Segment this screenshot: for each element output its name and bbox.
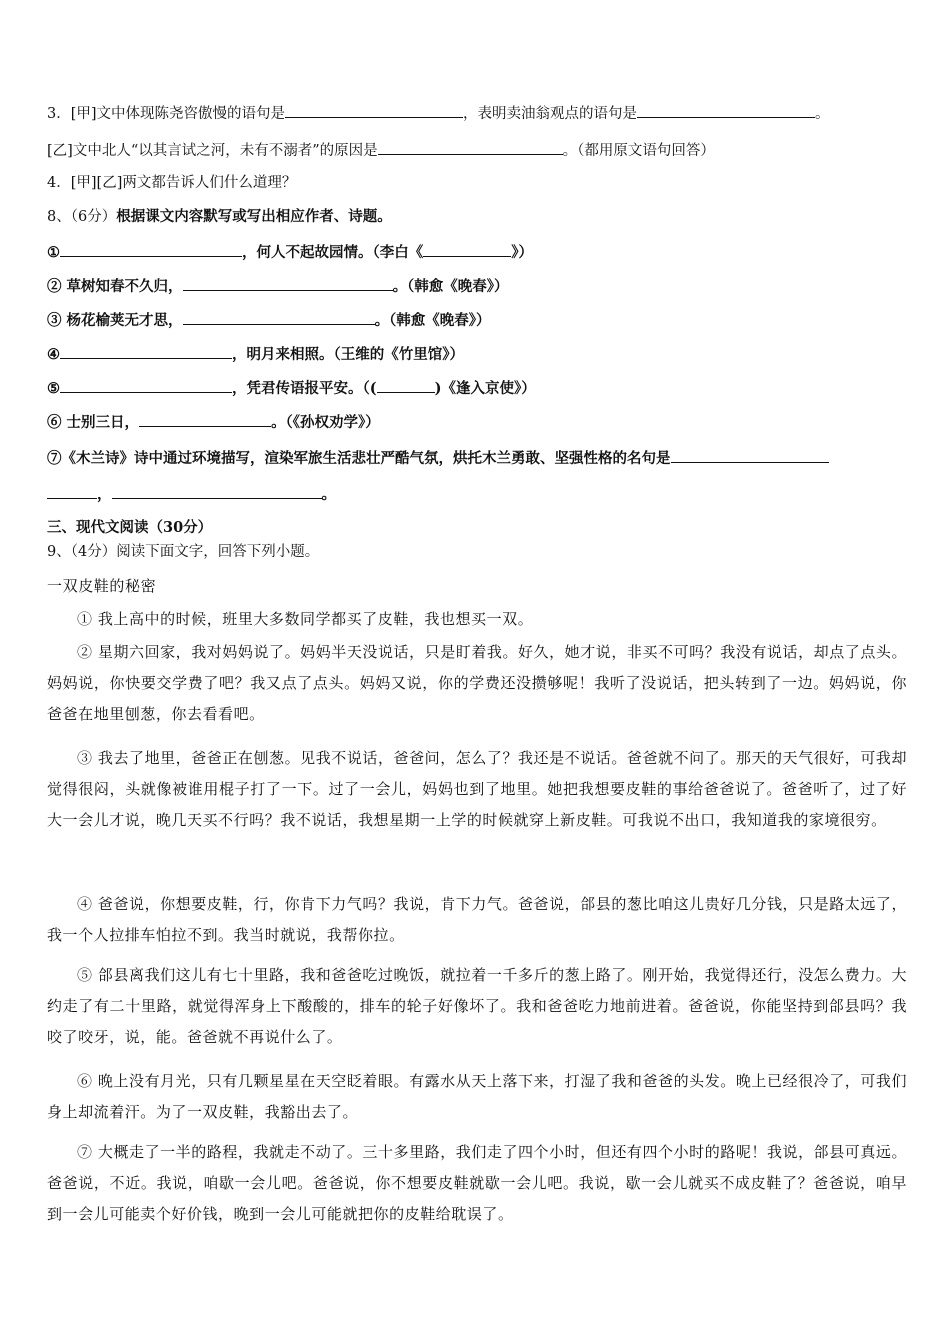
answer-blank[interactable] <box>377 376 435 393</box>
answer-blank[interactable] <box>378 138 563 155</box>
item-marker: ① <box>47 244 60 261</box>
q8-item-4 <box>47 342 464 366</box>
item-text: ② 草树知春不久归， <box>47 278 183 295</box>
q3-text-d: [乙]文中北人“以其言试之河，未有不溺者”的原因是 <box>47 143 378 159</box>
q9-instruction: （4分）阅读下面文字，回答下列小题。 <box>70 544 320 560</box>
item-marker: ④ <box>47 346 60 363</box>
answer-blank[interactable] <box>60 376 232 393</box>
answer-blank[interactable] <box>47 482 97 499</box>
story-paragraph-1: ① 我上高中的时候，班里大多数同学都买了皮鞋，我也想买一双。 <box>77 610 534 628</box>
item-text: )《逢入京使》） <box>434 380 536 397</box>
story-paragraph-3: ③ 我去了地里，爸爸正在刨葱。见我不说话，爸爸问，怎么了？我还是不说话。爸爸就不问了。那天的天气很好，可我却觉得很闷，头就像被谁用棍子打了一下。过了一会儿，妈妈也到了地里。她把我想要皮鞋的事给爸爸说了。爸爸听了，过了好大一会儿才说，晚几天买不行吗？我不说话，我想星期一上学的时候就穿上新皮鞋。可我说不出口，我知道我的家境很穷。 <box>47 749 907 829</box>
item-text: ⑥ 士别三日， <box>47 414 140 431</box>
q8-item-6 <box>47 410 380 434</box>
answer-blank[interactable] <box>60 342 232 359</box>
story-title: 一双皮鞋的秘密 <box>47 577 157 595</box>
answer-blank[interactable] <box>637 101 815 118</box>
answer-blank[interactable] <box>139 410 271 427</box>
item-text: ，凭君传语报平安。（( <box>232 380 377 397</box>
story-paragraph-2: ② 星期六回家，我对妈妈说了。妈妈半天没说话，只是盯着我。好久，她才说，非买不可吗？我没有说话，却点了点头。妈妈说，你快要交学费了吧？我又点了点头。妈妈又说，你的学费还没攒够呢！我听了没说话，把头转到了一边。妈妈说，你爸爸在地里刨葱，你去看看吧。 <box>47 643 907 723</box>
q8-item-3 <box>47 308 491 332</box>
answer-blank[interactable] <box>183 308 375 325</box>
item-marker: ⑤ <box>47 380 60 397</box>
section-heading: 三、现代文阅读（30分） <box>47 519 213 536</box>
item-text: ⑦《木兰诗》诗中通过环境描写，渲染军旅生活悲壮严酷气氛，烘托木兰勇敢、坚强性格的名句是 <box>47 450 671 467</box>
item-text: ，何人不起故园情。（李白《 <box>242 244 424 261</box>
q8-item-7-cont <box>47 482 336 506</box>
q3-text-b: ，表明卖油翁观点的语句是 <box>463 106 638 122</box>
q3-text-a: 3．[甲]文中体现陈尧咨傲慢的语句是 <box>47 106 286 122</box>
item-text: 。（《孙权劝学》） <box>271 414 380 431</box>
q9-number: 9、 <box>47 544 71 560</box>
q3-line-1 <box>47 101 830 125</box>
q8-score: （6分） <box>70 209 117 225</box>
answer-blank[interactable] <box>285 101 463 118</box>
q8-item-5 <box>47 376 536 400</box>
q3-line-2 <box>47 138 715 162</box>
q8-number: 8、 <box>47 209 71 225</box>
answer-blank[interactable] <box>112 482 322 499</box>
q8-instruction: 根据课文内容默写或写出相应作者、诗题。 <box>116 208 392 225</box>
story-paragraph-4: ④ 爸爸说，你想要皮鞋，行，你肯下力气吗？我说，肯下力气。爸爸说，郃县的葱比咱这儿贵好几分钱，只是路太远了，我一个人拉排车怕拉不到。我当时就说，我帮你拉。 <box>47 895 907 944</box>
q8-item-7 <box>47 446 829 470</box>
q8-heading <box>47 206 392 228</box>
item-text: 。 <box>321 486 336 503</box>
q3-text-e: 。（都用原文语句回答） <box>562 143 715 159</box>
item-text: ，明月来相照。（王维的《竹里馆》） <box>232 346 464 363</box>
item-text: 。（韩愈《晚春》） <box>374 312 491 329</box>
q3-text-c: 。 <box>815 106 830 122</box>
q8-item-1 <box>47 240 533 264</box>
answer-blank[interactable] <box>423 240 511 257</box>
story-paragraph-5: ⑤ 郃县离我们这儿有七十里路，我和爸爸吃过晚饭，就拉着一千多斤的葱上路了。刚开始，我觉得还行，没怎么费力。大约走了有二十里路，就觉得浑身上下酸酸的，排车的轮子好像坏了。我和爸爸吃力地前进着。爸爸说，你能坚持到郃县吗？我咬了咬牙，说，能。爸爸就不再说什么了。 <box>47 966 907 1046</box>
item-text: 。（韩愈《晚春》） <box>392 278 509 295</box>
answer-blank[interactable] <box>60 240 242 257</box>
answer-blank[interactable] <box>183 274 393 291</box>
item-text: ， <box>97 486 112 503</box>
q4: 4．[甲][乙]两文都告诉人们什么道理？ <box>47 175 297 191</box>
q9-heading <box>47 541 319 563</box>
q8-item-2 <box>47 274 509 298</box>
item-text: 》） <box>511 244 533 261</box>
item-text: ③ 杨花榆荚无才思， <box>47 312 183 329</box>
story-paragraph-7: ⑦ 大概走了一半的路程，我就走不动了。三十多里路，我们走了四个小时，但还有四个小时的路呢！我说，郃县可真远。爸爸说，不近。我说，咱歇一会儿吧。爸爸说，你不想要皮鞋就歇一会儿吧。我说，歇一会儿就买不成皮鞋了？爸爸说，咱早到一会儿可能卖个好价钱，晚到一会儿可能就把你的皮鞋给耽误了。 <box>47 1143 907 1223</box>
story-paragraph-6: ⑥ 晚上没有月光，只有几颗星星在天空眨着眼。有露水从天上落下来，打湿了我和爸爸的头发。晚上已经很冷了，可我们身上却流着汗。为了一双皮鞋，我豁出去了。 <box>47 1072 907 1121</box>
answer-blank[interactable] <box>671 446 829 463</box>
